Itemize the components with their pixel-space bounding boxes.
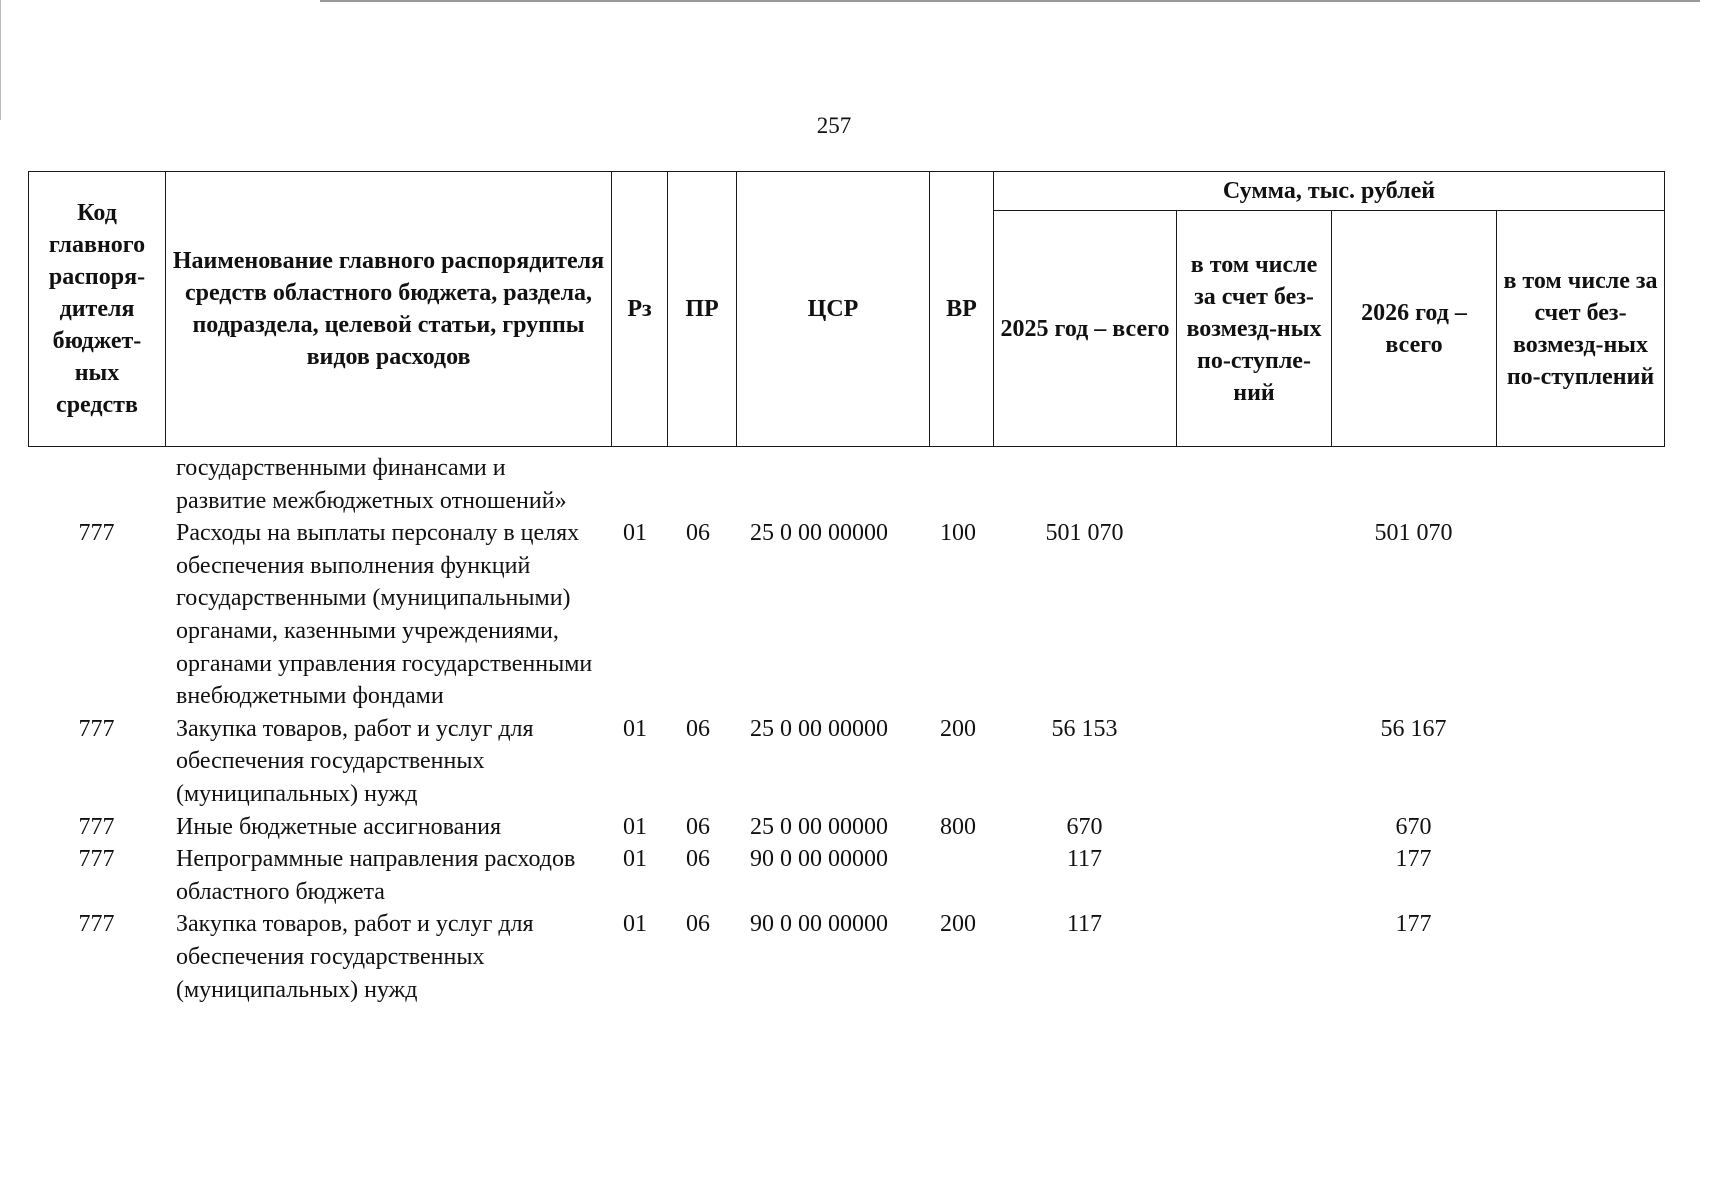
cell-name: Расходы на выплаты персоналу в целях обеспечения выполнения функций государственными (муниципальными) органами, казенными учреждениями, органами управления государственными внебюджетными фондами bbox=[176, 520, 593, 710]
header-csr: ЦСР bbox=[737, 172, 930, 447]
header-name: Наименование главного распорядителя средств областного бюджета, раздела, подраздела, целевой статьи, группы видов расходов bbox=[166, 172, 612, 447]
cell-pr: 06 bbox=[686, 911, 710, 938]
cell-name: государственными финансами и развитие межбюджетных отношений» bbox=[176, 455, 567, 514]
cell-2026-total: 177 bbox=[1395, 911, 1432, 938]
table-row bbox=[28, 452, 1664, 517]
cell-pr bbox=[667, 452, 736, 517]
cell-vr: 100 bbox=[940, 520, 976, 547]
cell-2025-total bbox=[993, 452, 1176, 517]
cell-rz: 01 bbox=[623, 520, 647, 547]
cell-vr bbox=[929, 452, 993, 517]
cell-name: Иные бюджетные ассигнования bbox=[176, 813, 501, 840]
cell-2026-grants bbox=[1496, 517, 1664, 713]
header-2025-total: 2025 год – всего bbox=[994, 211, 1177, 447]
cell-pr: 06 bbox=[686, 846, 710, 873]
header-2025-grants: в том числе за счет без-возмезд-ных по-ступле-ний bbox=[1177, 211, 1332, 447]
cell-2026-grants bbox=[1496, 713, 1664, 811]
cell-2025-grants bbox=[1176, 811, 1331, 844]
cell-rz: 01 bbox=[623, 813, 647, 840]
cell-vr bbox=[929, 843, 993, 908]
cell-2026-grants bbox=[1496, 843, 1664, 908]
scan-border-top bbox=[320, 0, 1700, 2]
header-rz: Рз bbox=[612, 172, 668, 447]
cell-pr: 06 bbox=[686, 715, 710, 742]
cell-rz: 01 bbox=[623, 911, 647, 938]
cell-2025-grants bbox=[1176, 452, 1331, 517]
cell-2026-grants bbox=[1496, 811, 1664, 844]
table-body bbox=[28, 452, 1664, 1006]
cell-2025-grants bbox=[1176, 713, 1331, 811]
table-row bbox=[28, 843, 1664, 908]
cell-csr: 25 0 00 00000 bbox=[750, 813, 888, 840]
header-vr: ВР bbox=[930, 172, 994, 447]
cell-csr: 25 0 00 00000 bbox=[750, 520, 888, 547]
header-2026-grants: в том числе за счет без-возмезд-ных по-ступлений bbox=[1497, 211, 1665, 447]
cell-code: 777 bbox=[78, 813, 115, 840]
cell-vr: 800 bbox=[940, 813, 976, 840]
cell-2025-grants bbox=[1176, 843, 1331, 908]
page-number: 257 bbox=[816, 113, 852, 138]
table-header bbox=[28, 171, 1665, 447]
cell-csr: 90 0 00 00000 bbox=[750, 911, 888, 938]
cell-name: Непрограммные направления расходов областного бюджета bbox=[176, 846, 576, 905]
cell-2025-total: 501 070 bbox=[1045, 520, 1124, 547]
cell-2026-grants bbox=[1496, 908, 1664, 1006]
scan-border-left bbox=[0, 0, 1, 120]
cell-2026-total: 501 070 bbox=[1374, 520, 1453, 547]
cell-2025-total: 117 bbox=[1066, 911, 1103, 938]
cell-code: 777 bbox=[78, 911, 115, 938]
cell-pr: 06 bbox=[686, 520, 710, 547]
cell-csr: 25 0 00 00000 bbox=[750, 715, 888, 742]
cell-2025-grants bbox=[1176, 908, 1331, 1006]
cell-rz bbox=[611, 452, 667, 517]
cell-name: Закупка товаров, работ и услуг для обеспечения государственных (муниципальных) нужд bbox=[176, 715, 534, 807]
cell-csr: 90 0 00 00000 bbox=[750, 846, 888, 873]
table-row bbox=[28, 908, 1664, 1006]
cell-2025-total: 670 bbox=[1066, 813, 1103, 840]
cell-2025-total: 56 153 bbox=[1051, 715, 1118, 742]
header-sum-group: Сумма, тыс. рублей bbox=[994, 172, 1665, 211]
cell-csr bbox=[736, 452, 929, 517]
cell-2026-total: 56 167 bbox=[1380, 715, 1447, 742]
cell-2025-total: 117 bbox=[1066, 846, 1103, 873]
table-row bbox=[28, 713, 1664, 811]
cell-2026-grants bbox=[1496, 452, 1664, 517]
cell-pr: 06 bbox=[686, 813, 710, 840]
cell-code bbox=[28, 452, 165, 517]
cell-2026-total: 177 bbox=[1395, 846, 1432, 873]
table-row bbox=[28, 517, 1664, 713]
cell-rz: 01 bbox=[623, 715, 647, 742]
cell-2026-total bbox=[1331, 452, 1496, 517]
cell-2025-grants bbox=[1176, 517, 1331, 713]
header-pr: ПР bbox=[668, 172, 737, 447]
table-row bbox=[28, 811, 1664, 844]
cell-2026-total: 670 bbox=[1395, 813, 1432, 840]
cell-code: 777 bbox=[78, 846, 115, 873]
header-2026-total: 2026 год – всего bbox=[1332, 211, 1497, 447]
header-code: Код главного распоря-дителя бюджет-ных средств bbox=[29, 172, 166, 447]
cell-code: 777 bbox=[78, 715, 115, 742]
cell-vr: 200 bbox=[940, 911, 976, 938]
cell-name: Закупка товаров, работ и услуг для обеспечения государственных (муниципальных) нужд bbox=[176, 911, 534, 1003]
cell-vr: 200 bbox=[940, 715, 976, 742]
cell-code: 777 bbox=[78, 520, 115, 547]
cell-rz: 01 bbox=[623, 846, 647, 873]
